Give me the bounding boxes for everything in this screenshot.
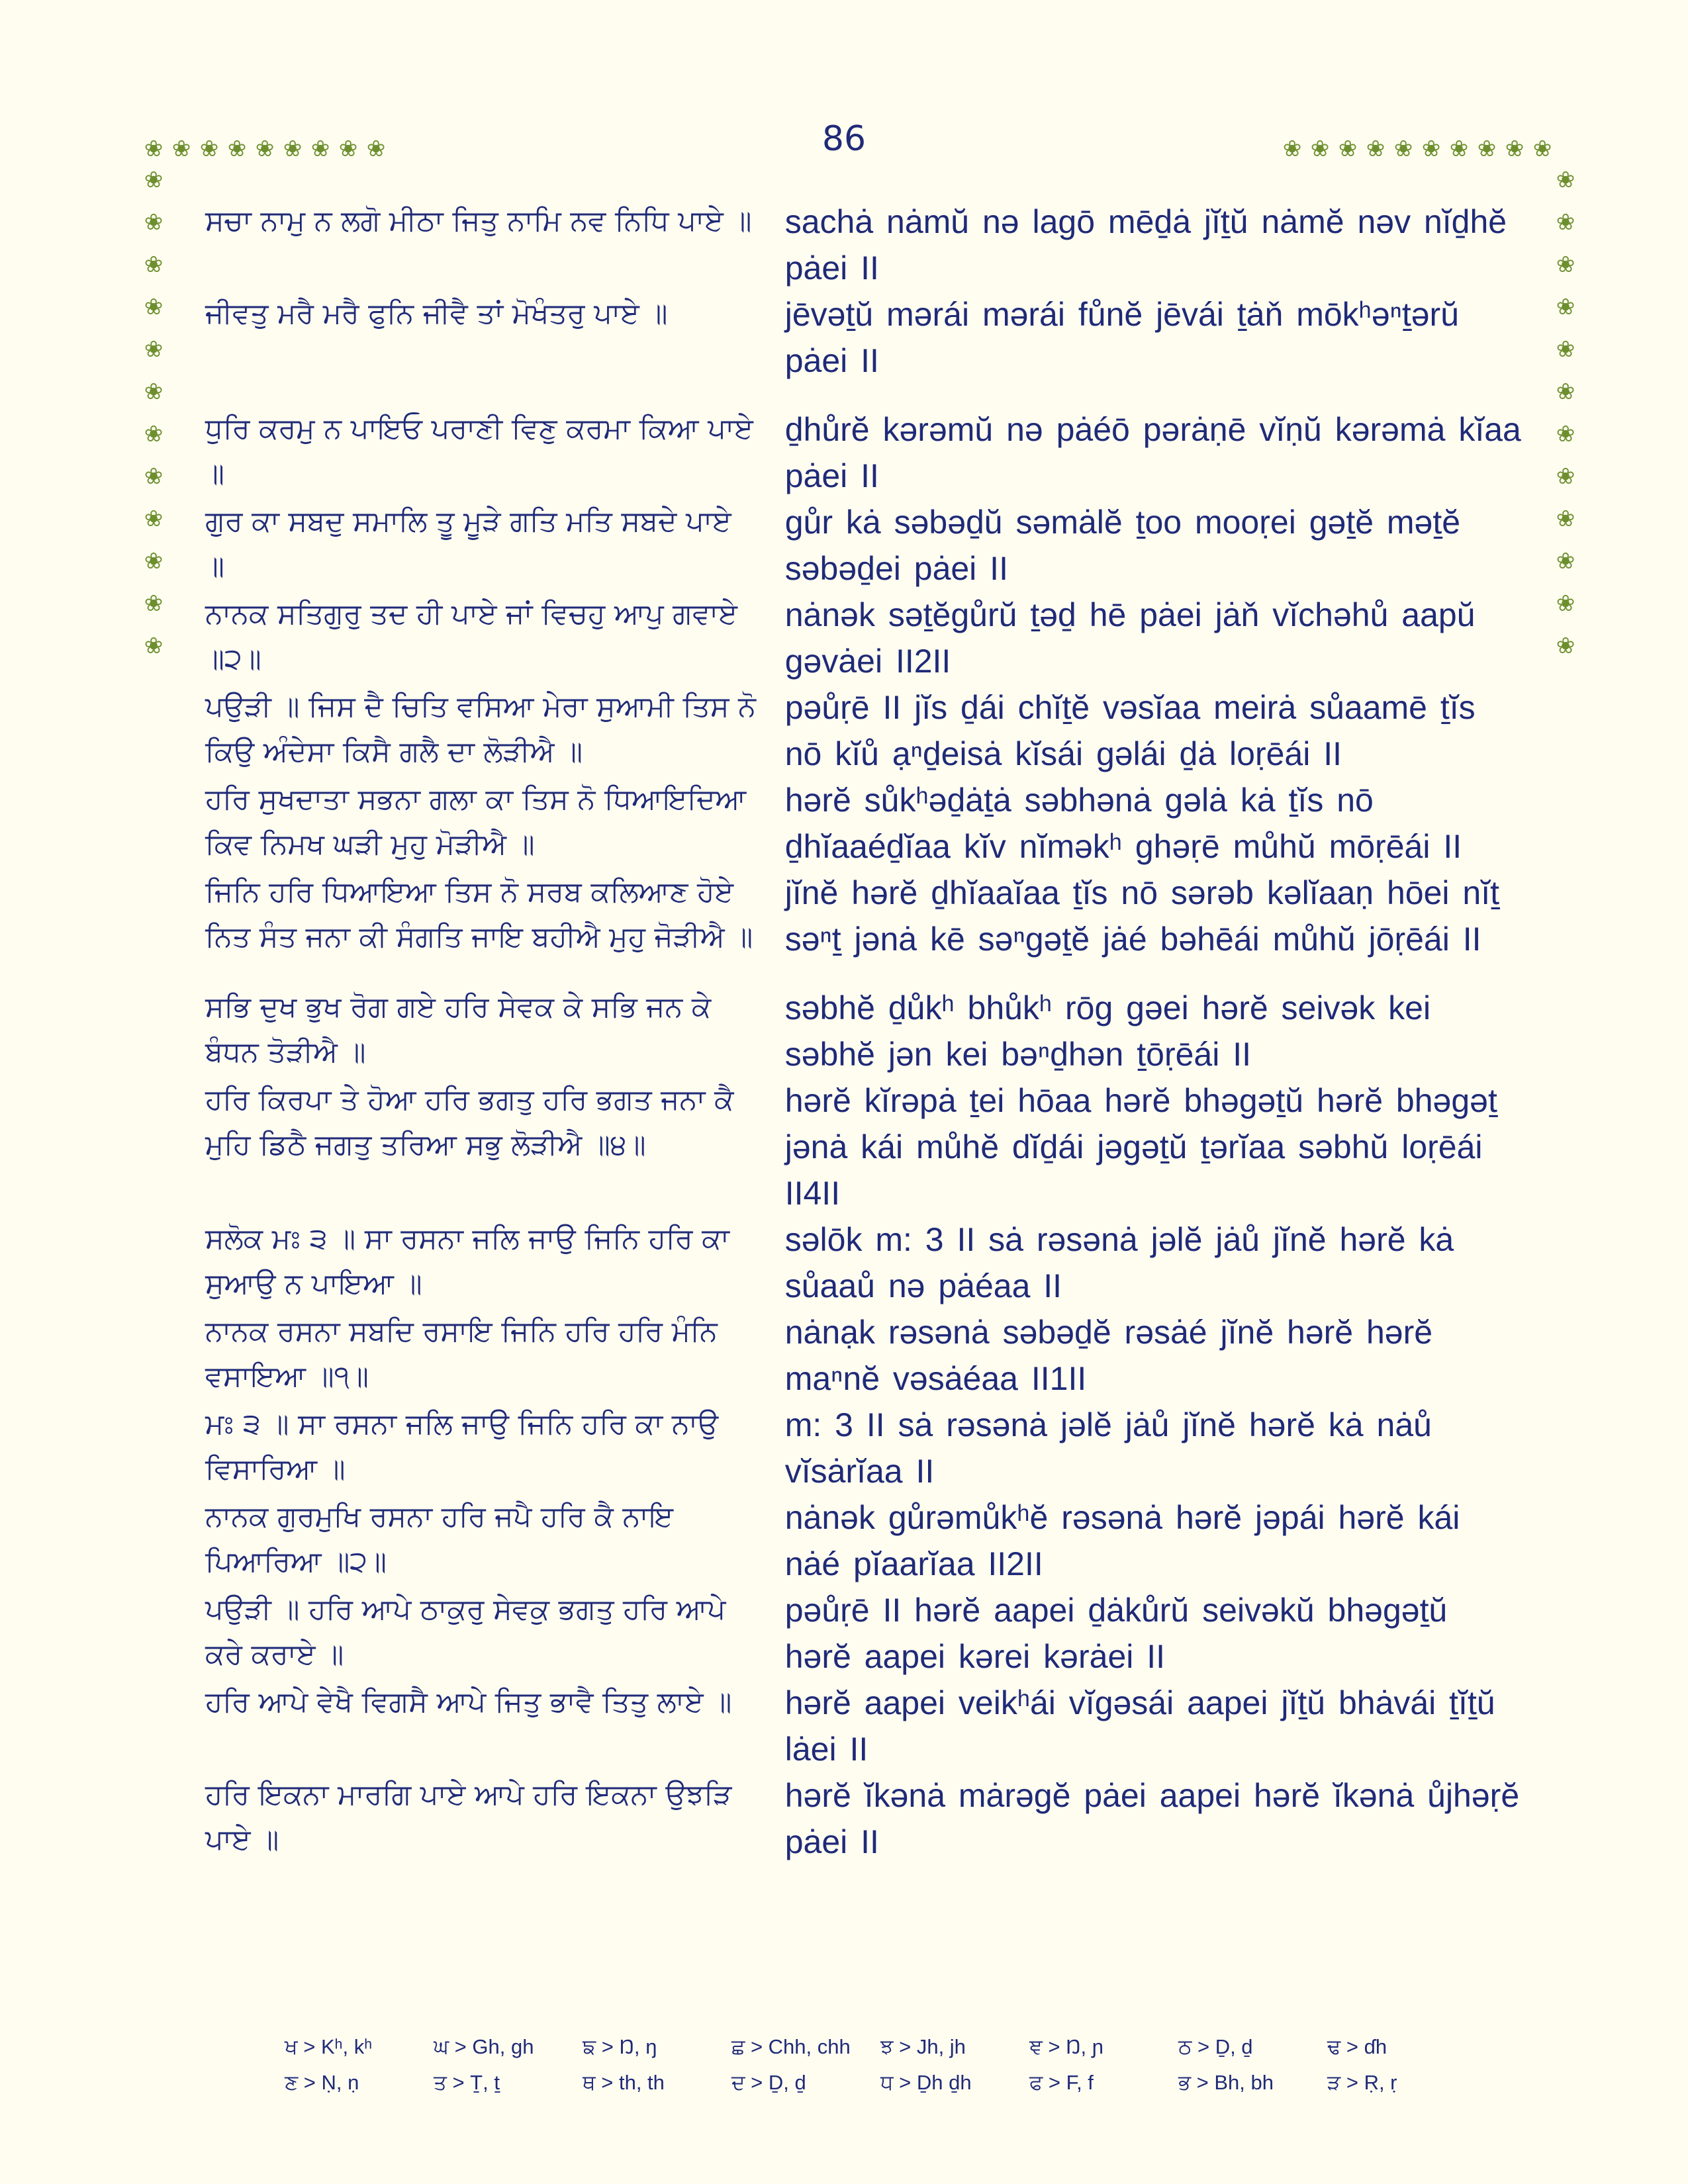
flower-icon: ❀: [338, 136, 358, 162]
flower-icon: ❀: [283, 136, 303, 162]
gurmukhi-text: ਹਰਿ ਇਕਨਾ ਮਾਰਗਿ ਪਾਏ ਆਪੇ ਹਰਿ ਇਕਨਾ ਉਝੜਿ ਪਾਏ ॥: [205, 1778, 732, 1856]
verse-row: [205, 1309, 1523, 1402]
verse-row: [205, 684, 1523, 777]
flower-icon: ❀: [1556, 548, 1575, 574]
flower-icon: ❀: [144, 136, 164, 162]
gurmukhi-text: ਪਉੜੀ ॥ ਹਰਿ ਆਪੇ ਠਾਕੁਰੁ ਸੇਵਕੁ ਭਗਤੁ ਹਰਿ ਆਪੇ ਕਰੇ ਕਰਾਏ ॥: [205, 1593, 726, 1671]
verse-row: [205, 1587, 1523, 1680]
transliteration-text: pəůṛē II jĭs ḏái chĭṯĕ vəsĭaa meirȧ sůaamē ṯĭs nō kĭů ạⁿḏeisȧ kĭsái gəlái ḏȧ loṛēái II: [784, 689, 1476, 772]
gurmukhi-text: ਹਰਿ ਆਪੇ ਵੇਖੈ ਵਿਗਸੈ ਆਪੇ ਜਿਤੁ ਭਾਵੈ ਤਿਤੁ ਲਾਏ ॥: [205, 1686, 732, 1719]
legend-item: ਦ > Ḏ, ḏ: [731, 2071, 806, 2094]
legend-row: [285, 2071, 1476, 2107]
gurmukhi-text: ਨਾਨਕ ਸਤਿਗੁਰੁ ਤਦ ਹੀ ਪਾਏ ਜਾਂ ਵਿਚਹੁ ਆਪੁ ਗਵਾਏ ॥੨॥: [205, 598, 737, 676]
verse-table: [205, 199, 1523, 1865]
flower-icon: ❀: [144, 590, 164, 617]
transliteration-text: nȧnạk rəsənȧ səbəḏĕ rəsȧé jĭnĕ hərĕ hərĕ maⁿnĕ vəsȧéaa II1II: [784, 1314, 1433, 1397]
gurmukhi-text: ਸਭਿ ਦੁਖ ਭੁਖ ਰੋਗ ਗਏ ਹਰਿ ਸੇਵਕ ਕੇ ਸਭਿ ਜਨ ਕੇ ਬੰਧਨ ਤੋੜੀਐ ॥: [205, 991, 712, 1069]
transliteration-text: səlōk m: 3 II sȧ rəsənȧ jəlĕ jȧů jĭnĕ hərĕ kȧ sůaaů nə pȧéaa II: [784, 1221, 1454, 1304]
flower-icon: ❀: [310, 136, 330, 162]
legend-item: ਠ > Ḏ, ḏ: [1178, 2035, 1253, 2058]
flower-icon: ❀: [171, 136, 191, 162]
flower-icon: ❀: [144, 209, 164, 236]
legend-item: ਫ > F, f: [1029, 2071, 1094, 2094]
verse-row: [205, 1402, 1523, 1494]
flower-icon: ❀: [1556, 209, 1575, 236]
flower-icon: ❀: [1310, 136, 1330, 162]
flower-icon: ❀: [144, 421, 164, 447]
flower-icon: ❀: [1556, 251, 1575, 278]
legend-item: ਢ > ɗh: [1327, 2035, 1387, 2058]
transliteration-text: hərĕ ĭkənȧ mȧrəgĕ pȧei aapei hərĕ ĭkənȧ ůjhəṛĕ pȧei II: [784, 1777, 1520, 1860]
gurmukhi-text: ਹਰਿ ਕਿਰਪਾ ਤੇ ਹੋਆ ਹਰਿ ਭਗਤੁ ਹਰਿ ਭਗਤ ਜਨਾ ਕੈ ਮੁਹਿ ਡਿਠੈ ਜਗਤੁ ਤਰਿਆ ਸਭੁ ਲੋੜੀਐ ॥੪॥: [205, 1083, 734, 1161]
flower-icon: ❀: [1556, 506, 1575, 532]
gurmukhi-text: ਗੁਰ ਕਾ ਸਬਦੁ ਸਮਾਲਿ ਤੂ ਮੂੜੇ ਗਤਿ ਮਤਿ ਸਬਦੇ ਪਾਏ ॥: [205, 505, 731, 583]
flower-icon: ❀: [144, 251, 164, 278]
transliteration-text: pəůṛē II hərĕ aapei ḏȧkůrŭ seivəkŭ bhəgəṯŭ hərĕ aapei kərei kərȧei II: [784, 1592, 1448, 1675]
transliteration-text: sachȧ nȧmŭ nə lagō mēḏȧ jĭṯŭ nȧmĕ nəv nĭḏhĕ pȧei II: [784, 203, 1507, 287]
flower-icon: ❀: [144, 294, 164, 320]
verse-row: [205, 1494, 1523, 1587]
gurmukhi-text: ਜੀਵਤੁ ਮਰੈ ਮਰੈ ਫੁਨਿ ਜੀਵੈ ਤਾਂ ਮੋਖੰਤਰੁ ਪਾਏ ॥: [205, 297, 668, 330]
verse-gap: [205, 384, 1523, 406]
transliteration-legend: [285, 2035, 1476, 2107]
legend-item: ਙ > Ŋ, ŋ: [583, 2035, 657, 2058]
legend-item: ੜ > Ṛ, ṛ: [1327, 2071, 1397, 2094]
legend-item: ਣ > Ṇ, ṇ: [285, 2071, 359, 2094]
legend-item: ਤ > Ṯ, ṯ: [434, 2071, 500, 2094]
verse-row: [205, 499, 1523, 592]
transliteration-text: m: 3 II sȧ rəsənȧ jəlĕ jȧů jĭnĕ hərĕ kȧ nȧů vĭsȧrĭaa II: [784, 1406, 1432, 1490]
verse-row: [205, 985, 1523, 1077]
legend-item: ਭ > Bh, bh: [1178, 2071, 1274, 2094]
flower-icon: ❀: [144, 548, 164, 574]
flower-icon: ❀: [227, 136, 247, 162]
legend-item: ਖ > Kʰ, kʰ: [285, 2035, 373, 2058]
transliteration-text: jēvəṯŭ mərái mərái fůnĕ jēvái ṯȧň mōkʰəⁿṯərŭ pȧei II: [784, 296, 1460, 379]
gurmukhi-text: ਹਰਿ ਸੁਖਦਾਤਾ ਸਭਨਾ ਗਲਾ ਕਾ ਤਿਸ ਨੋ ਧਿਆਇਦਿਆ ਕਿਵ ਨਿਮਖ ਘੜੀ ਮੁਹੁ ਮੋੜੀਐ ॥: [205, 783, 747, 861]
flower-icon: ❀: [1338, 136, 1358, 162]
flower-icon: ❀: [144, 633, 164, 659]
verse-row: [205, 870, 1523, 962]
flower-icon: ❀: [1449, 136, 1469, 162]
verse-gap: [205, 962, 1523, 985]
flower-icon: ❀: [144, 336, 164, 363]
legend-item: ਧ > Ḏh ḏh: [880, 2071, 972, 2094]
verse-row: [205, 291, 1523, 384]
transliteration-text: hərĕ kĭrəpȧ ṯei hōaa hərĕ bhəgəṯŭ hərĕ bhəgəṯ jənȧ kái můhĕ dĭḏái jəgəṯŭ ṯərĭaa səbhŭ loṛēái II4II: [784, 1082, 1497, 1212]
flower-icon: ❀: [144, 506, 164, 532]
transliteration-text: ḏhůrĕ kərəmŭ nə pȧéō pərȧṇē vĭṇŭ kərəmȧ kĭaa pȧei II: [784, 411, 1521, 494]
verse-row: [205, 777, 1523, 870]
legend-row: [285, 2035, 1476, 2071]
flower-icon: ❀: [366, 136, 386, 162]
page-number: 86: [821, 119, 867, 159]
legend-item: ਛ > Chh, chh: [731, 2035, 851, 2058]
legend-item: ਥ > th, th: [583, 2071, 665, 2094]
transliteration-text: hərĕ sůkʰəḏȧṯȧ səbhənȧ gəlȧ kȧ ṯĭs nō ḏhĭaaéḏĭaa kĭv nĭməkʰ ghəṛē můhŭ mōṛēái II: [784, 782, 1462, 865]
flower-icon: ❀: [1421, 136, 1441, 162]
flower-icon: ❀: [1532, 136, 1552, 162]
transliteration-text: jĭnĕ hərĕ ḏhĭaaĭaa ṯĭs nō sərəb kəlĭaaṇ hōei nĭṯ səⁿṯ jənȧ kē səⁿgəṯĕ jȧé bəhēái můhŭ jōṛēái II: [784, 874, 1499, 958]
flower-icon: ❀: [1282, 136, 1302, 162]
gurmukhi-text: ਪਉੜੀ ॥ ਜਿਸ ਦੈ ਚਿਤਿ ਵਸਿਆ ਮੇਰਾ ਸੁਆਮੀ ਤਿਸ ਨੋ ਕਿਉ ਅੰਦੇਸਾ ਕਿਸੈ ਗਲੈ ਦਾ ਲੋੜੀਐ ॥: [205, 690, 757, 768]
flower-icon: ❀: [144, 167, 164, 193]
flower-icon: ❀: [1556, 590, 1575, 617]
legend-item: ਘ > Gh, gh: [434, 2035, 534, 2058]
transliteration-text: səbhĕ ḏůkʰ bhůkʰ rōg gəei hərĕ seivək kei səbhĕ jən kei bəⁿḏhən ṯōṛēái II: [784, 989, 1431, 1073]
gurmukhi-text: ਮਃ ੩ ॥ ਸਾ ਰਸਨਾ ਜਲਿ ਜਾਉ ਜਿਨਿ ਹਰਿ ਕਾ ਨਾਉ ਵਿਸਾਰਿਆ ॥: [205, 1408, 719, 1486]
legend-item: ਝ > Jh, jh: [880, 2035, 966, 2058]
flower-icon: ❀: [1556, 463, 1575, 490]
flower-icon: ❀: [144, 463, 164, 490]
gurmukhi-text: ਨਾਨਕ ਗੁਰਮੁਖਿ ਰਸਨਾ ਹਰਿ ਜਪੈ ਹਰਿ ਕੈ ਨਾਇ ਪਿਆਰਿਆ ॥੨॥: [205, 1500, 674, 1578]
gurmukhi-text: ਸਲੋਕ ਮਃ ੩ ॥ ਸਾ ਰਸਨਾ ਜਲਿ ਜਾਉ ਜਿਨਿ ਹਰਿ ਕਾ ਸੁਆਉ ਨ ਪਾਇਆ ॥: [205, 1222, 729, 1300]
flower-icon: ❀: [1505, 136, 1524, 162]
flower-icon: ❀: [1556, 294, 1575, 320]
flower-icon: ❀: [255, 136, 275, 162]
verse-row: [205, 1772, 1523, 1865]
flower-icon: ❀: [1556, 421, 1575, 447]
transliteration-text: gůr kȧ səbəḏŭ səmȧlĕ ṯoo mooṛei gəṯĕ məṯĕ səbəḏei pȧei II: [784, 504, 1461, 587]
verse-row: [205, 592, 1523, 684]
verse-row: [205, 199, 1523, 291]
flower-icon: ❀: [1556, 379, 1575, 405]
gurmukhi-text: ਨਾਨਕ ਰਸਨਾ ਸਬਦਿ ਰਸਾਇ ਜਿਨਿ ਹਰਿ ਹਰਿ ਮੰਨਿ ਵਸਾਇਆ ॥੧॥: [205, 1315, 718, 1393]
flower-icon: ❀: [1556, 633, 1575, 659]
flower-icon: ❀: [1366, 136, 1385, 162]
flower-icon: ❀: [199, 136, 219, 162]
gurmukhi-text: ਸਚਾ ਨਾਮੁ ਨ ਲਗੋ ਮੀਠਾ ਜਿਤੁ ਨਾਮਿ ਨਵ ਨਿਧਿ ਪਾਏ ॥: [205, 205, 752, 238]
gurmukhi-text: ਜਿਨਿ ਹਰਿ ਧਿਆਇਆ ਤਿਸ ਨੋ ਸਰਬ ਕਲਿਆਣ ਹੋਏ ਨਿਤ ਸੰਤ ਜਨਾ ਕੀ ਸੰਗਤਿ ਜਾਇ ਬਹੀਐ ਮੁਹੁ ਜੋੜੀਐ ॥: [205, 876, 753, 954]
flower-icon: ❀: [144, 379, 164, 405]
gurmukhi-text: ਧੁਰਿ ਕਰਮੁ ਨ ਪਾਇਓ ਪਰਾਣੀ ਵਿਣੁ ਕਰਮਾ ਕਿਆ ਪਾਏ ॥: [205, 412, 753, 490]
flower-icon: ❀: [1477, 136, 1497, 162]
verse-row: [205, 1216, 1523, 1309]
transliteration-text: hərĕ aapei veikʰái vĭgəsái aapei jĭṯŭ bhȧvái ṯĭṯŭ lȧei II: [784, 1684, 1495, 1768]
transliteration-text: nȧnək gůrəmůkʰĕ rəsənȧ hərĕ jəpái hərĕ kái nȧé pĭaarĭaa II2II: [784, 1499, 1460, 1582]
verse-row: [205, 1077, 1523, 1216]
verse-row: [205, 1680, 1523, 1772]
flower-icon: ❀: [1556, 336, 1575, 363]
verse-row: [205, 406, 1523, 499]
legend-item: ਞ > Ŋ, ɲ: [1029, 2035, 1104, 2058]
flower-icon: ❀: [1393, 136, 1413, 162]
flower-icon: ❀: [1556, 167, 1575, 193]
transliteration-text: nȧnək səṯĕgůrŭ ṯəḏ hē pȧei jȧň vĭchəhů aapŭ gəvȧei II2II: [784, 596, 1476, 680]
